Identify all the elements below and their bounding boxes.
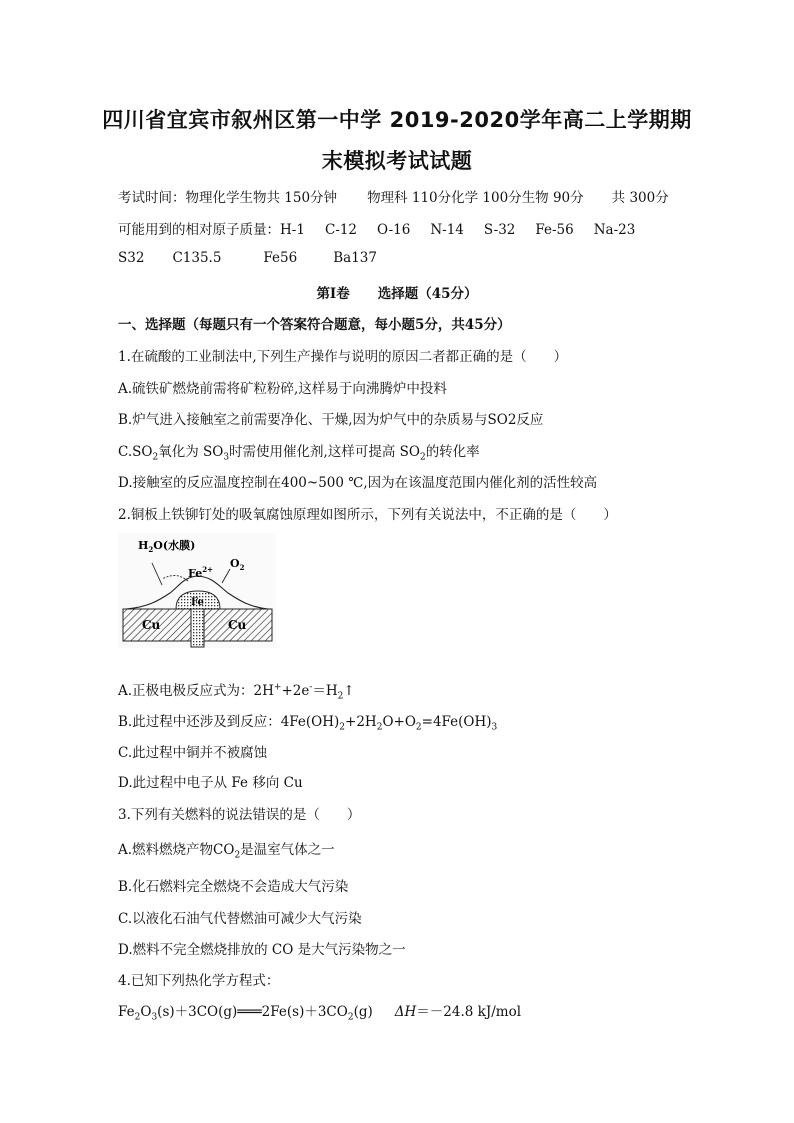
exam-info — [118, 186, 669, 206]
page-title-line1: 四川省宜宾市叙州区第一中学 2019-2020学年高二上学期期 — [102, 108, 692, 132]
text-run: C.SO — [118, 444, 153, 460]
text-run: ＝H — [312, 683, 338, 699]
atomic-mass-line1 — [118, 218, 635, 238]
atomic-mass-item: Fe56 — [263, 250, 298, 266]
text-run: (s)＋3CO(g)═══2Fe(s)＋3CO — [157, 1004, 348, 1020]
text-run: A.燃料燃烧产物CO — [118, 842, 235, 858]
question-3-stem: 3.下列有关燃料的说法错误的是（ ） — [118, 807, 361, 823]
question-2-option-d: D.此过程中电子从 Fe 移向 Cu — [118, 775, 303, 791]
volume-title: 选择题（45分） — [377, 286, 478, 302]
cu-right-label: Cu — [228, 618, 247, 632]
text-run: 的转化率 — [425, 444, 480, 460]
total-score: 共 300分 — [611, 190, 669, 206]
atomic-mass-item: O-16 — [377, 222, 411, 238]
fe-ion-label: $Fe^{2+}$ — [188, 565, 213, 580]
question-2-option-c: C.此过程中铜并不被腐蚀 — [118, 745, 268, 761]
corrosion-diagram — [118, 533, 276, 648]
atomic-mass-item: S32 — [118, 250, 145, 266]
text-run: O — [140, 1004, 152, 1020]
atomic-mass-item: C135.5 — [172, 250, 222, 266]
text-run: =4Fe(OH) — [421, 714, 492, 730]
atomic-mass-item: Fe-56 — [535, 222, 574, 238]
atomic-mass-item: Ba137 — [333, 250, 377, 266]
text-run: 是温室气体之一 — [240, 842, 335, 858]
text-run: O+O — [382, 714, 416, 730]
atomic-mass-item: N-14 — [430, 222, 464, 238]
page-title-line2: 末模拟考试试题 — [321, 149, 473, 173]
atomic-mass-label: 可能用到的相对原子质量： — [118, 222, 280, 238]
question-2-option-a: A.正极电极反应式为：$2H^++2e^-=H_2↑$ — [118, 682, 355, 702]
section-title: 一、选择题（每题只有一个答案符合题意，每小题5分，共45分） — [118, 317, 511, 333]
question-1-stem: 1.在硫酸的工业制法中,下列生产操作与说明的原因二者都正确的是（ ） — [118, 349, 568, 365]
question-4-equation: $Fe_2O_3(s)+3CO(g)═══2Fe(s)+3CO_2(g)$ ΔH＝－24.8 kJ/mol — [118, 1004, 522, 1023]
question-1-option-a: A.硫铁矿燃烧前需将矿粒粉碎,这样易于向沸腾炉中投料 — [118, 381, 447, 397]
text-run: ＝－24.8 kJ/mol — [416, 1004, 522, 1020]
atomic-mass-item: Na-23 — [593, 222, 636, 238]
subject-scores: 物理科 110分化学 100分生物 90分 — [367, 190, 584, 206]
delta-h: ΔH — [394, 1004, 417, 1020]
volume-label: 第Ⅰ卷 — [316, 286, 350, 302]
question-3-option-c: C.以液化石油气代替燃油可减少大气污染 — [118, 911, 362, 927]
text-run: (g) — [353, 1004, 373, 1020]
question-3-option-d: D.燃料不完全燃烧排放的 CO 是大气污染物之一 — [118, 942, 406, 958]
oxygen-label: $O_2$ — [230, 557, 245, 572]
text-run: ↑ — [343, 683, 355, 699]
text-run: Fe — [118, 1004, 135, 1020]
question-2-option-b: B.此过程中还涉及到反应：$4Fe(OH)_2+2H_2O+O_2=4Fe(OH)_3$ — [118, 714, 498, 733]
fe-label: Fe — [191, 597, 204, 608]
text-run: +2H — [345, 714, 377, 730]
cu-left-label: Cu — [142, 618, 161, 632]
atomic-mass-item: S-32 — [483, 222, 516, 238]
question-1-option-b: B.炉气进入接触室之前需要净化、干燥,因为炉气中的杂质易与SO2反应 — [118, 412, 544, 428]
question-1-option-d: D.接触室的反应温度控制在400~500 ℃,因为在该温度范围内催化剂的活性较高 — [118, 475, 598, 491]
volume-heading — [0, 282, 794, 302]
water-label: $H_2O$(水膜) — [138, 539, 196, 554]
atomic-mass-line2 — [118, 250, 377, 266]
text-run: 氧化为 SO — [158, 444, 224, 460]
iron-rivet-shank — [191, 609, 204, 647]
exam-time: 考试时间：物理化学生物共 150分钟 — [118, 190, 338, 206]
question-1-option-c: $C.SO_2$氧化为 $SO_3$时需使用催化剂,这样可提高 $SO_2$的转化率 — [118, 444, 480, 463]
text-run: B.此过程中还涉及到反应：4Fe(OH) — [118, 714, 340, 730]
atomic-mass-item: C-12 — [324, 222, 358, 238]
question-4-stem: 4.已知下列热化学方程式： — [118, 973, 280, 989]
text-run: A.正极电极反应式为：2H — [118, 683, 274, 699]
atomic-mass-item: H-1 — [280, 222, 305, 238]
question-2-stem: 2.铜板上铁铆钉处的吸氧腐蚀原理如图所示，下列有关说法中，不正确的是（ ） — [118, 507, 617, 523]
question-3-option-a: A.燃料燃烧产物$CO_2$是温室气体之一 — [118, 842, 335, 861]
text-run: +2e — [281, 683, 310, 699]
text-run: 时需使用催化剂,这样可提高 SO — [229, 444, 420, 460]
question-3-option-b: B.化石燃料完全燃烧不会造成大气污染 — [118, 879, 349, 895]
